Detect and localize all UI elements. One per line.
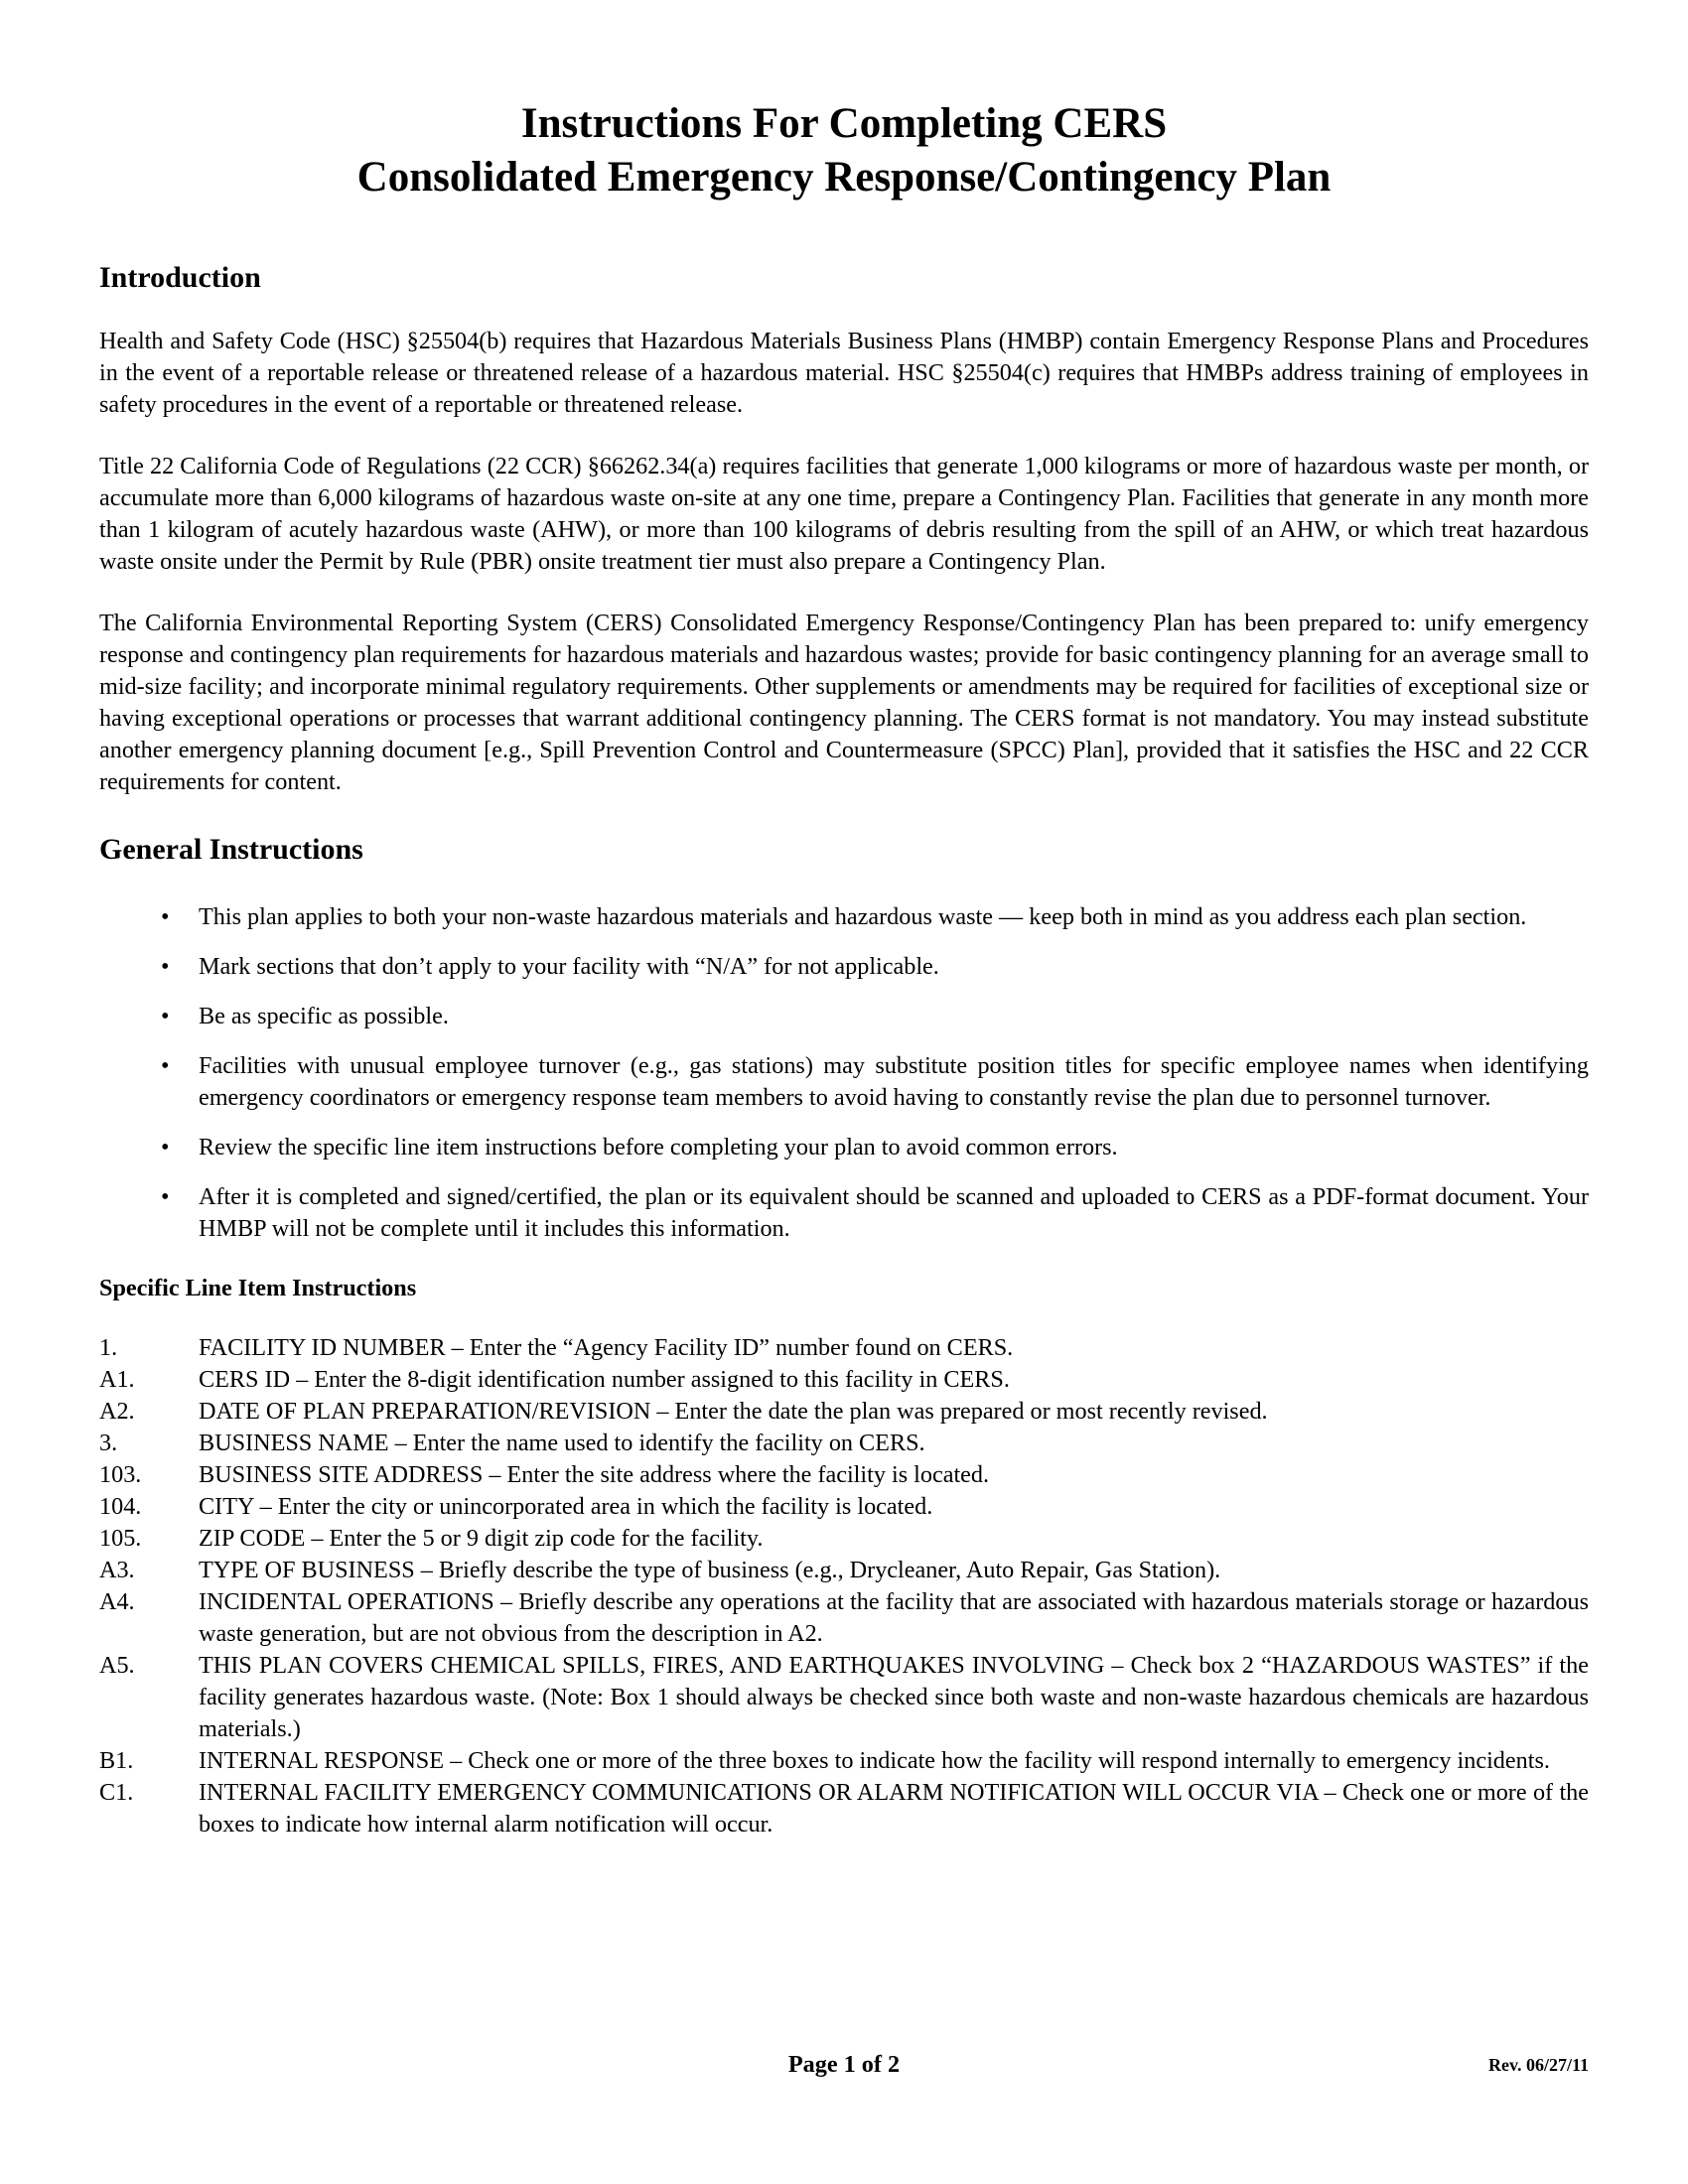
bullet-text: Mark sections that don’t apply to your facility with “N/A” for not applicable. [199,953,939,980]
line-item-number: A5. [99,1652,135,1679]
bullet-icon: • [161,1003,170,1029]
line-item-text: FACILITY ID NUMBER – Enter the “Agency Facility ID” number found on CERS. [199,1334,1014,1361]
intro-paragraph-1: Health and Safety Code (HSC) §25504(b) requires that Hazardous Materials Business Plans (HMBP) contain Emergency Response Plans and Procedures in the event of a reportable release or threatened release of a hazardous material. HSC §25504(c) requires that HMBPs address training of employees in safety procedures in the event of a reportable or threatened release. [99,328,1589,418]
bullet-text: Be as specific as possible. [199,1003,449,1029]
line-item [99,1332,1589,1364]
list-item [99,1050,1589,1114]
line-item-text: THIS PLAN COVERS CHEMICAL SPILLS, FIRES, AND EARTHQUAKES INVOLVING – Check box 2 “HAZARDOUS WASTES” if the facility generates hazardous waste. (Note: Box 1 should always be checked since both waste and non-waste hazardous chemicals are hazardous materials.) [199,1652,1589,1742]
line-item-text: INTERNAL RESPONSE – Check one or more of the three boxes to indicate how the facility will respond internally to emergency incidents. [199,1747,1550,1774]
line-item-number: C1. [99,1779,134,1806]
line-item-list [99,1332,1589,1841]
line-item [99,1428,1589,1459]
line-item-text: CERS ID – Enter the 8-digit identification number assigned to this facility in CERS. [199,1366,1010,1393]
line-item-number: 1. [99,1334,118,1361]
bullet-text: This plan applies to both your non-waste hazardous materials and hazardous waste — keep both in mind as you address each plan section. [199,903,1527,930]
intro-paragraph-3: The California Environmental Reporting System (CERS) Consolidated Emergency Response/Contingency Plan has been prepared to: unify emergency response and contingency plan requirements for hazardous materials and hazardous wastes; provide for basic contingency planning for an average small to mid-size facility; and incorporate minimal regulatory requirements. Other supplements or amendments may be required for facilities of exceptional size or having exceptional operations or processes that warrant additional contingency planning. The CERS format is not mandatory. You may instead substitute another emergency planning document [e.g., Spill Prevention Control and Countermeasure (SPCC) Plan], provided that it satisfies the HSC and 22 CCR requirements for content. [99,610,1589,795]
introduction-heading: Introduction [99,261,261,294]
line-item [99,1650,1589,1745]
line-item [99,1586,1589,1650]
document-body [99,260,1589,1841]
line-item-number: 105. [99,1525,142,1552]
revision-date: Rev. 06/27/11 [1487,2055,1589,2075]
list-item [99,951,1589,983]
line-item [99,1491,1589,1523]
document-title [0,97,1688,205]
title-line-2: Consolidated Emergency Response/Contingency Plan [356,154,1332,201]
line-item-text: TYPE OF BUSINESS – Briefly describe the type of business (e.g., Drycleaner, Auto Repair, Gas Station). [199,1557,1221,1583]
line-item-number: 103. [99,1461,142,1488]
bullet-icon: • [161,903,170,930]
line-item [99,1459,1589,1491]
bullet-text: Facilities with unusual employee turnover (e.g., gas stations) may substitute position titles for specific employee names when identifying emergency coordinators or emergency response team members to avoid having to constantly revise the plan due to personnel turnover. [199,1052,1589,1111]
list-item [99,1001,1589,1032]
line-item [99,1745,1589,1777]
specific-instructions-heading: Specific Line Item Instructions [99,1275,417,1301]
page-footer [99,2049,1589,2081]
line-item-text: INCIDENTAL OPERATIONS – Briefly describe any operations at the facility that are associated with hazardous materials storage or hazardous waste generation, but are not obvious from the description in A2. [199,1588,1589,1647]
bullet-text: After it is completed and signed/certified, the plan or its equivalent should be scanned and uploaded to CERS as a PDF-format document. Your HMBP will not be complete until it includes this information. [199,1183,1589,1242]
general-instructions-list [99,901,1589,1245]
line-item-number: 104. [99,1493,142,1520]
line-item [99,1777,1589,1841]
bullet-icon: • [161,1134,170,1160]
line-item-text: INTERNAL FACILITY EMERGENCY COMMUNICATIONS OR ALARM NOTIFICATION WILL OCCUR VIA – Check one or more of the boxes to indicate how internal alarm notification will occur. [199,1779,1589,1838]
line-item-text: BUSINESS NAME – Enter the name used to identify the facility on CERS. [199,1430,925,1456]
line-item [99,1396,1589,1428]
line-item-number: A3. [99,1557,135,1583]
bullet-icon: • [161,953,170,980]
list-item [99,901,1589,933]
line-item-number: A2. [99,1398,135,1425]
line-item [99,1364,1589,1396]
line-item-text: DATE OF PLAN PREPARATION/REVISION – Enter the date the plan was prepared or most recently revised. [199,1398,1268,1425]
line-item-number: 3. [99,1430,118,1456]
bullet-text: Review the specific line item instructions before completing your plan to avoid common errors. [199,1134,1118,1160]
list-item [99,1181,1589,1245]
bullet-icon: • [161,1183,170,1210]
line-item-text: BUSINESS SITE ADDRESS – Enter the site address where the facility is located. [199,1461,990,1488]
line-item-number: A4. [99,1588,135,1615]
line-item-number: B1. [99,1747,134,1774]
intro-paragraph-2: Title 22 California Code of Regulations (22 CCR) §66262.34(a) requires facilities that generate 1,000 kilograms or more of hazardous waste per month, or accumulate more than 6,000 kilograms of hazardous waste on-site at any one time, prepare a Contingency Plan. Facilities that generate in any month more than 1 kilogram of acutely hazardous waste (AHW), or more than 100 kilograms of debris resulting from the spill of an AHW, or which treat hazardous waste onsite under the Permit by Rule (PBR) onsite treatment tier must also prepare a Contingency Plan. [99,453,1589,575]
list-item [99,1132,1589,1163]
general-instructions-heading: General Instructions [99,833,363,866]
title-line-1: Instructions For Completing CERS [520,100,1168,147]
line-item-text: CITY – Enter the city or unincorporated area in which the facility is located. [199,1493,933,1520]
line-item-number: A1. [99,1366,135,1393]
line-item-text: ZIP CODE – Enter the 5 or 9 digit zip code for the facility. [199,1525,764,1552]
bullet-icon: • [161,1052,170,1079]
page-number: Page 1 of 2 [787,2051,901,2078]
line-item [99,1523,1589,1555]
line-item [99,1555,1589,1586]
